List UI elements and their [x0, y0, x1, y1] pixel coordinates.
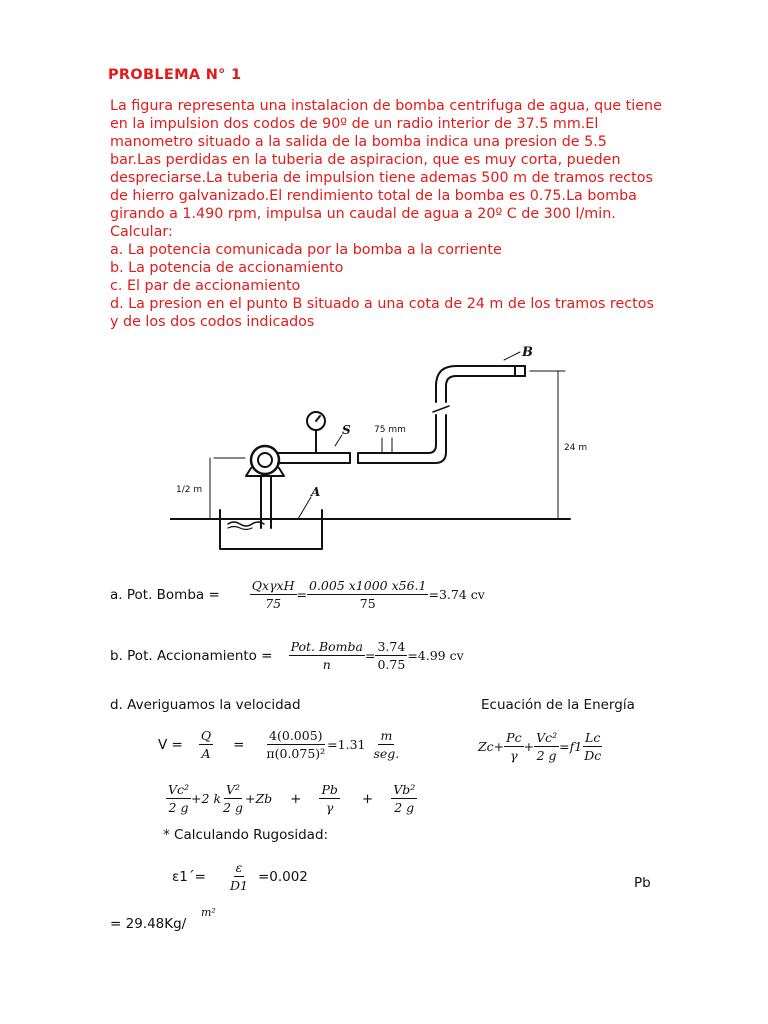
- statement-line: bar.Las perdidas en la tuberia de aspiracion, que es muy corta, pueden: [110, 152, 621, 168]
- statement-line: despreciarse.La tuberia de impulsion tiene ademas 500 m de tramos rectos: [110, 170, 653, 186]
- energy-equation: Zc+ $\frac{Pc}{\gamma}$ + $\frac{\text{Vc²}}{2 g}$ =f1 $\frac{Lc}{Dc}$: [478, 730, 602, 763]
- eq-b-frac1: $\frac{\text{Pot. Bomba}}{n}$: [290, 639, 363, 672]
- height-24m-label: 24 m: [564, 443, 588, 453]
- eq-a: a. Pot. Bomba = $\frac{\text{QxγxH}}{75}$ = $\frac{0.005 x1000 x56.1}{75}$ =3.74 cv: [110, 578, 485, 611]
- pump: [251, 446, 279, 474]
- eq-a-frac1: $\frac{\text{QxγxH}}{75}$: [251, 578, 295, 611]
- height-half-m-label: 1/2 m: [176, 485, 203, 495]
- energy-equation-label: Ecuación de la Energía: [481, 697, 635, 713]
- velocity-frac: $\frac{4(0.005)}{\text{π(0.075)²}}$: [266, 728, 326, 761]
- roughness-label: * Calculando Rugosidad:: [163, 827, 329, 843]
- q-over-a: $\frac{Q}{A}$: [200, 728, 212, 761]
- statement-line: de hierro galvanizado.El rendimiento total de la bomba es 0.75.La bomba: [110, 188, 637, 204]
- label-a: A: [311, 485, 321, 499]
- statement-line: La figura representa una instalacion de bomba centrifuga de agua, que tiene: [110, 98, 662, 114]
- water-surface: [228, 522, 264, 526]
- label-s: S: [342, 423, 351, 437]
- statement-line: en la impulsion dos codos de 90º de un radio interior de 37.5 mm.El: [110, 116, 599, 132]
- bernoulli-equation: $\frac{\text{Vc²}}{2 g}$ +2 k $\frac{\text{V²}}{2 g}$ +Zb + $\frac{Pb}{\gamma}$ + $\frac{\text{Vb²}}{2 g}$: [168, 782, 416, 815]
- label-b: B: [522, 345, 533, 360]
- elbow-upper: [446, 376, 515, 402]
- pump-installation-figure: [170, 342, 610, 554]
- statement-line: Calcular:: [110, 224, 173, 240]
- eq-a-label: a. Pot. Bomba =: [110, 586, 220, 603]
- eq-d-label: d. Averiguamos la velocidad: [110, 697, 301, 713]
- problem-statement: [110, 97, 670, 331]
- statement-line: d. La presion en el punto B situado a una cota de 24 m de los tramos rectos: [110, 296, 654, 312]
- statement-line: girando a 1.490 rpm, impulsa un caudal de agua a 20º C de 300 l/min.: [110, 206, 616, 222]
- pipe-diameter-label: 75 mm: [374, 425, 406, 435]
- eq-b-frac2: $\frac{3.74}{0.75}$: [377, 639, 406, 672]
- statement-line: b. La potencia de accionamiento: [110, 260, 344, 276]
- velocity-equation: V = $\frac{Q}{A}$ = $\frac{4(0.005)}{\text{π(0.075)²}}$ =1.31 $\frac{m}{\text{seg.}}$: [158, 728, 400, 761]
- eq-a-frac2: $\frac{0.005 x1000 x56.1}{75}$: [308, 578, 427, 611]
- velocity-unit: $\frac{m}{\text{seg.}}$: [373, 728, 400, 761]
- statement-line: y de los dos codos indicados: [110, 314, 315, 330]
- pb-value: = 29.48Kg/: [110, 916, 187, 932]
- pb-unit: m²: [201, 906, 216, 919]
- roughness-equation: ε1΄= $\frac{\varepsilon}{D1}$ =0.002: [172, 860, 308, 893]
- statement-line: a. La potencia comunicada por la bomba a la corriente: [110, 242, 502, 258]
- eq-b: b. Pot. Accionamiento = $\frac{\text{Pot. Bomba}}{n}$ = $\frac{3.74}{0.75}$ =4.99 cv: [110, 639, 464, 672]
- statement-line: manometro situado a la salida de la bomba indica una presion de 5.5: [110, 134, 607, 150]
- problem-title: PROBLEMA N° 1: [108, 67, 242, 83]
- elbow-lower: [428, 415, 436, 453]
- statement-line: c. El par de accionamiento: [110, 278, 301, 294]
- pb-label: Pb: [634, 875, 651, 891]
- eq-b-label: b. Pot. Accionamiento =: [110, 647, 273, 664]
- eq-b-result: =4.99 cv: [407, 648, 464, 663]
- eq-a-result: =3.74 cv: [428, 587, 485, 602]
